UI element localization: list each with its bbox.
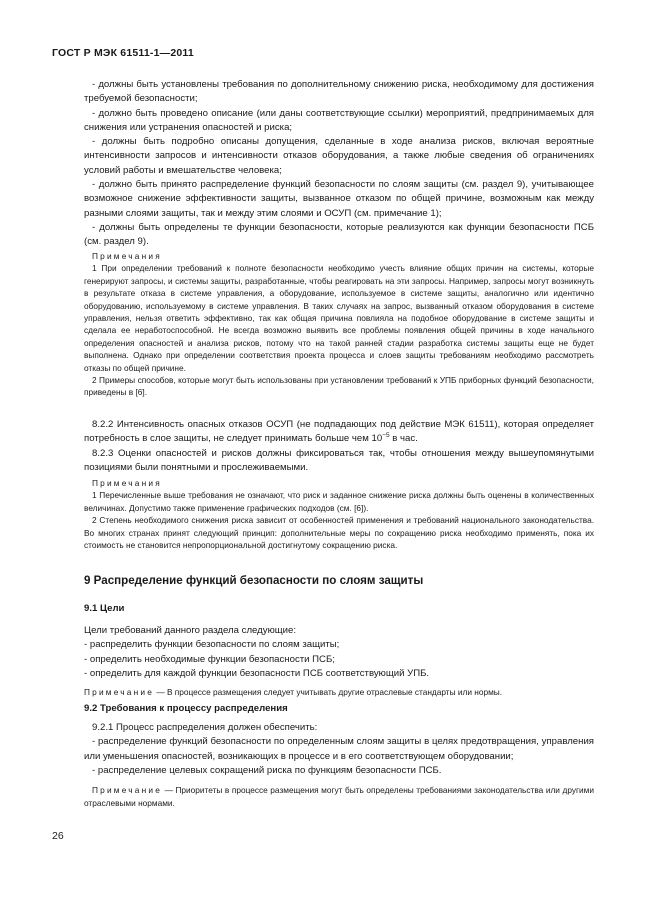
clause-text: 8.2.2 Интенсивность опасных отказов ОСУП (не подпадающих под действие МЭК 61511), которая определяет потребность в слое защиты, не следует принимать больше чем 10 — [84, 419, 594, 445]
notes-title: Примечания — [92, 251, 162, 261]
subsection-title-9-1: 9.1 Цели — [84, 603, 125, 614]
clause-8-2-3: 8.2.3 Оценки опасностей и рисков должны фиксироваться так, чтобы отношения между вышеупомянутыми позициями были понятными и прослеживаемыми. — [84, 447, 594, 473]
subsection-9-1-body — [84, 624, 594, 699]
note-line — [84, 784, 594, 809]
line: Цели требований данного раздела следующие: — [84, 625, 297, 636]
note-text: — В процессе размещения следует учитывать другие отраслевые стандарты или нормы. — [156, 687, 503, 698]
list-item: - распределить функции безопасности по слоям защиты; — [84, 639, 340, 651]
note-label: Примечание — [84, 687, 155, 698]
clauses-8-2 — [84, 418, 594, 475]
page-number: 26 — [52, 830, 64, 842]
list-item: - должны быть установлены требования по дополнительному снижению риска, необходимому для достижения требуемой безопасности; — [84, 79, 594, 105]
line: 9.2.1 Процесс распределения должен обеспечить: — [92, 722, 318, 733]
note-item: 1 При определении требований к полноте безопасности необходимо учесть влияние общих причин на системы, которые генерируют запросы, и системы защиты, разработанные, чтобы реагировать на эти запросы. Например, запросы могут возникнуть в результате отказа в системе управления, а оборудование, используемое в системе защиты, аналогично или идентично оборудованию, используемому в системе управления. В таких случаях на запрос, вызванный отказом оборудования в системе управления, нельзя ответить эффективно, так как общая причина повлияла на подобное оборудование в системе защиты и сделала ее неработоспособной. Не всегда возможно выявить все проблемы появления общей причины в ходе начального определения опасностей и анализа рисков, потому что на такой ранней стадии разработка системы защиты еще не будет выполнена. Однако при определении соответствия проекта процесса и слоев защиты требованиям необходимо рассмотреть отказы по общей причине. — [84, 263, 594, 373]
notes-title: Примечания — [92, 478, 162, 488]
note-item: 2 Примеры способов, которые могут быть использованы при установлении требований к УПБ приборных функций безопасности, приведены в [6]. — [84, 375, 594, 398]
exponent: −5 — [382, 432, 390, 440]
note-item: 2 Степень необходимого снижения риска зависит от особенностей применения и требований национального законодательства. Во многих странах принят следующий принцип: дополнительные меры по сокращению риска необходимо применять, пока их стоимость не становится непропорциональной достигнутому сокращению риска. — [84, 515, 594, 551]
document-header: ГОСТ Р МЭК 61511-1—2011 — [52, 47, 194, 59]
note-label: Примечание — [92, 785, 163, 796]
list-item: - определить для каждой функции безопасности ПСБ соответствующий УПБ. — [84, 667, 430, 679]
list-item: - распределение целевых сокращений риска по функциям безопасности ПСБ. — [92, 764, 442, 776]
list-item: - распределение функций безопасности по определенным слоям защиты в целях предотвращения, управления или уменьшения опасностей, возникающих в процессе и в его соответствующем оборудовании; — [84, 736, 594, 762]
subsection-title-9-2: 9.2 Требования к процессу распределения — [84, 703, 288, 714]
notes-block-1 — [84, 250, 594, 399]
clause-text-end: в час. — [389, 433, 418, 445]
requirements-list — [84, 78, 594, 250]
note-line — [84, 686, 594, 698]
list-item: - должны быть определены те функции безопасности, которые реализуются как функции безопасности ПСБ (см. раздел 9). — [84, 221, 594, 248]
notes-block-2 — [84, 477, 594, 551]
list-item: - должны быть подробно описаны допущения, сделанные в ходе анализа рисков, включая вероятные интенсивности запросов и интенсивности отказов оборудования, а также любые сведения об ограничениях условий работы и вмешательстве человека; — [84, 136, 594, 176]
subsection-9-2-body — [84, 721, 594, 809]
list-item: - определить необходимые функции безопасности ПСБ; — [84, 653, 335, 665]
list-item: - должно быть принято распределение функций безопасности по слоям защиты (см. раздел 9), учитывающее возможное снижение эффективности защиты, вызванное отказом по общей причине, возможным как между разными слоями защиты, так и между этим слоями и ОСУП (см. примечание 1); — [84, 179, 594, 219]
list-item: - должно быть проведено описание (или даны соответствующие ссылки) мероприятий, предпринимаемых для снижения или устранения опасностей и риска; — [84, 107, 594, 133]
section-title: 9 Распределение функций безопасности по слоям защиты — [84, 574, 424, 587]
note-item: 1 Перечисленные выше требования не означают, что риск и заданное снижение риска должны быть оценены в количественных величинах. Допустимо также применение графических подходов (см. [6]). — [84, 490, 594, 513]
clause-8-2-2 — [84, 418, 594, 447]
note-text: — Приоритеты в процессе размещения могут быть определены требованиями законодательства или другими отраслевыми нормами. — [84, 785, 594, 808]
